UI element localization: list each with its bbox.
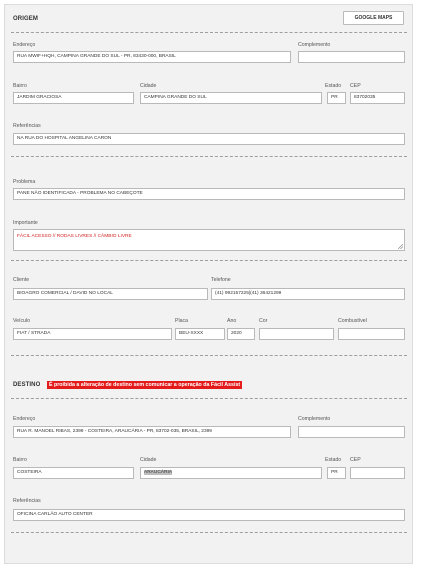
destino-estado-input[interactable]: PR bbox=[327, 467, 346, 479]
ano-input[interactable]: 2020 bbox=[227, 328, 255, 340]
cliente-label: Cliente bbox=[13, 277, 30, 283]
ano-label: Ano bbox=[227, 318, 237, 324]
destino-bairro-input[interactable]: COSTEIRA bbox=[13, 467, 134, 479]
section-divider bbox=[11, 156, 407, 157]
origem-estado-input[interactable]: PR bbox=[327, 92, 346, 104]
section-divider bbox=[11, 398, 407, 399]
destino-complemento-input[interactable] bbox=[298, 426, 405, 438]
telefone-input[interactable]: (41) 992157225|(41) 36421299 bbox=[211, 288, 405, 300]
destino-endereco-label: Endereço bbox=[13, 416, 36, 422]
veiculo-input[interactable]: FIAT / STRADA bbox=[13, 328, 172, 340]
origem-complemento-label: Complemento bbox=[298, 42, 331, 48]
destino-cidade-label: Cidade bbox=[140, 457, 157, 463]
origem-referencias-label: Referências bbox=[13, 123, 41, 129]
combustivel-input[interactable] bbox=[338, 328, 405, 340]
cliente-input[interactable]: BIOAGRO COMERCIAL / DAVID NO LOCAL bbox=[13, 288, 208, 300]
placa-label: Placa bbox=[175, 318, 188, 324]
cor-input[interactable] bbox=[259, 328, 334, 340]
section-divider bbox=[11, 355, 407, 356]
combustivel-label: Combustível bbox=[338, 318, 367, 324]
destino-cep-label: CEP bbox=[350, 457, 361, 463]
origem-cidade-input[interactable]: CAMPINA GRANDE DO SUL bbox=[140, 92, 322, 104]
destino-bairro-label: Bairro bbox=[13, 457, 27, 463]
cor-label: Cor bbox=[259, 318, 268, 324]
origem-section-title: ORIGEM bbox=[13, 16, 38, 22]
importante-label: Importante bbox=[13, 220, 38, 226]
destino-warning-banner: É proibida a alteração de destino sem comunicar a operação da Fácil Assist bbox=[49, 382, 241, 388]
destino-section-title: DESTINO bbox=[13, 382, 41, 388]
service-form-panel bbox=[4, 4, 413, 564]
resize-handle-icon[interactable] bbox=[398, 244, 403, 249]
problema-input[interactable]: PANE NÃO IDENTIFICADA - PROBLEMA NO CABEÇOTE bbox=[13, 188, 405, 200]
destino-estado-label: Estado bbox=[325, 457, 342, 463]
google-maps-button[interactable]: GOOGLE MAPS bbox=[343, 11, 404, 25]
section-divider bbox=[11, 32, 407, 33]
origem-cep-label: CEP bbox=[350, 83, 361, 89]
origem-endereco-input[interactable]: RUA MWIF+HQH, CAMPINA GRANDE DO SUL - PR, 83430-000, BRASIL bbox=[13, 51, 291, 63]
telefone-label: Telefone bbox=[211, 277, 231, 283]
problema-label: Problema bbox=[13, 179, 36, 185]
destino-referencias-label: Referências bbox=[13, 498, 41, 504]
destino-endereco-input[interactable]: RUA R. MANOEL RIBAS, 2399 - COSTEIRA, ARAUCÁRIA - PR, 83702-035, BRASIL, 2399 bbox=[13, 426, 291, 438]
section-divider bbox=[11, 260, 407, 261]
origem-referencias-input[interactable]: NA RUA DO HOSPITAL ANGELINA CARON bbox=[13, 133, 405, 145]
origem-complemento-input[interactable] bbox=[298, 51, 405, 63]
veiculo-label: Veículo bbox=[13, 318, 31, 324]
destino-complemento-label: Complemento bbox=[298, 416, 331, 422]
origem-cidade-label: Cidade bbox=[140, 83, 157, 89]
destino-referencias-input[interactable]: OFICINA CARLÃO AUTO CENTER bbox=[13, 509, 405, 521]
importante-textarea[interactable] bbox=[13, 229, 405, 251]
section-divider bbox=[11, 532, 407, 533]
origem-bairro-label: Bairro bbox=[13, 83, 27, 89]
importante-text: FÁCIL ACESSO // RODAS LIVRES // CÂMBIO LIVRE bbox=[17, 234, 132, 239]
origem-cep-input[interactable]: 83702035 bbox=[350, 92, 405, 104]
destino-cidade-selected-text: ARAUCÁRIA bbox=[144, 470, 172, 475]
destino-cep-input[interactable] bbox=[350, 467, 405, 479]
placa-input[interactable]: BEU-XXXX bbox=[175, 328, 225, 340]
origem-bairro-input[interactable]: JARDIM GRACIOSA bbox=[13, 92, 134, 104]
destino-cidade-input[interactable] bbox=[140, 467, 322, 479]
origem-endereco-label: Endereço bbox=[13, 42, 36, 48]
origem-estado-label: Estado bbox=[325, 83, 342, 89]
